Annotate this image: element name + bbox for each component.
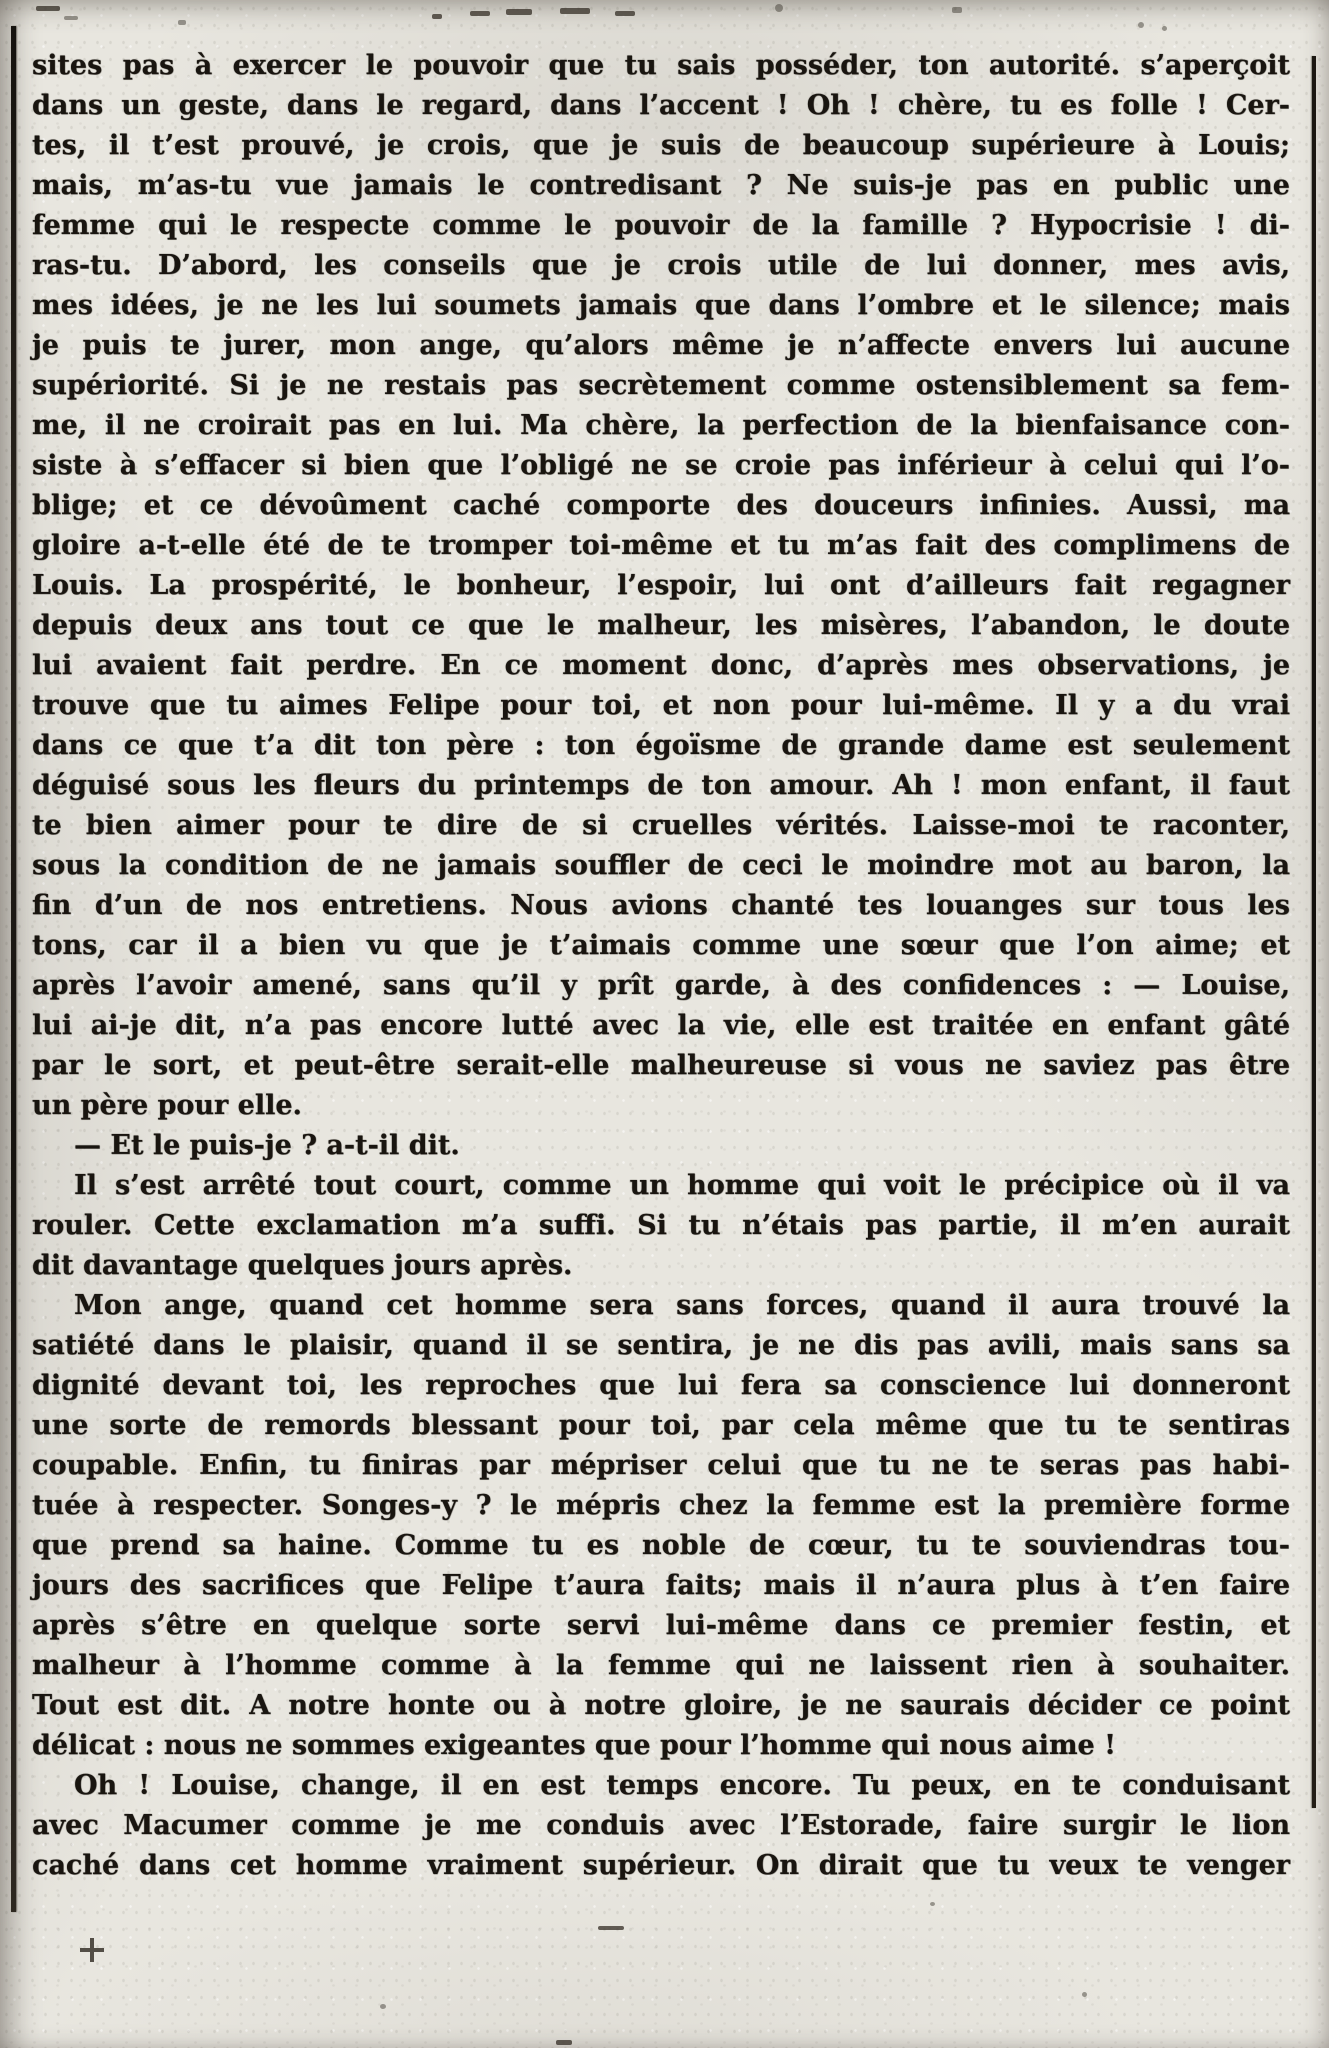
text-line: lui ai-je dit, n’a pas encore lutté avec la vie, elle est traitée en enfant gâté xyxy=(32,1010,1290,1041)
ink-speck xyxy=(178,20,186,25)
text-line: malheur à l’homme comme à la femme qui ne laissent rien à souhaiter. xyxy=(32,1650,1290,1681)
text-line: jours des sacrifices que Felipe t’aura faits; mais il n’aura plus à t’en faire xyxy=(32,1570,1290,1601)
ink-speck xyxy=(775,4,783,12)
ink-speck xyxy=(380,2004,386,2009)
text-line: tons, car il a bien vu que je t’aimais comme une sœur que l’on aime; et xyxy=(32,930,1290,961)
text-line: — Et le puis-je ? a-t-il dit. xyxy=(74,1130,460,1161)
column-rule-left xyxy=(11,26,16,1912)
ink-speck xyxy=(470,11,490,16)
ink-speck xyxy=(556,2040,572,2045)
text-line: depuis deux ans tout ce que le malheur, les misères, l’abandon, le doute xyxy=(32,610,1290,641)
text-line: après l’avoir amené, sans qu’il y prît garde, à des confidences : — Louise, xyxy=(32,970,1290,1001)
text-line: te bien aimer pour te dire de si cruelles vérités. Laisse-moi te raconter, xyxy=(32,810,1290,841)
ink-speck xyxy=(506,9,532,15)
ink-speck xyxy=(598,1926,624,1930)
ink-speck xyxy=(432,14,442,19)
text-line: lui avaient fait perdre. En ce moment donc, d’après mes observations, je xyxy=(32,650,1290,681)
text-line: Louis. La prospérité, le bonheur, l’espoir, lui ont d’ailleurs fait regagner xyxy=(32,570,1290,601)
text-line: dans un geste, dans le regard, dans l’accent ! Oh ! chère, tu es folle ! Cer- xyxy=(32,90,1290,121)
ink-speck xyxy=(1162,26,1167,31)
text-line: une sorte de remords blessant pour toi, par cela même que tu te sentiras xyxy=(32,1410,1290,1441)
text-line: gloire a-t-elle été de te tromper toi-même et tu m’as fait des complimens de xyxy=(32,530,1290,561)
plus-mark xyxy=(80,1938,104,1962)
text-line: que prend sa haine. Comme tu es noble de cœur, tu te souviendras tou- xyxy=(32,1530,1290,1561)
text-line: trouve que tu aimes Felipe pour toi, et non pour lui-même. Il y a du vrai xyxy=(32,690,1290,721)
ink-speck xyxy=(930,1902,935,1906)
text-line: je puis te jurer, mon ange, qu’alors même je n’affecte envers lui aucune xyxy=(32,330,1290,361)
text-line: Tout est dit. A notre honte ou à notre gloire, je ne saurais décider ce point xyxy=(32,1690,1290,1721)
text-line: supériorité. Si je ne restais pas secrètement comme ostensiblement sa fem- xyxy=(32,370,1290,401)
text-line: blige; et ce dévoûment caché comporte des douceurs infinies. Aussi, ma xyxy=(32,490,1290,521)
text-line: délicat : nous ne sommes exigeantes que pour l’homme qui nous aime ! xyxy=(32,1730,1116,1761)
ink-speck xyxy=(1138,22,1144,28)
column-rule-right xyxy=(1312,56,1316,1808)
text-line: rouler. Cette exclamation m’a suffi. Si tu n’étais pas partie, il m’en aurait xyxy=(32,1210,1290,1241)
text-line: tuée à respecter. Songes-y ? le mépris chez la femme est la première forme xyxy=(32,1490,1290,1521)
text-line: ras-tu. D’abord, les conseils que je crois utile de lui donner, mes avis, xyxy=(32,250,1290,281)
ink-speck xyxy=(560,8,590,14)
text-line: satiété dans le plaisir, quand il se sentira, je ne dis pas avili, mais sans sa xyxy=(32,1330,1290,1361)
text-line: fin d’un de nos entretiens. Nous avions chanté tes louanges sur tous les xyxy=(32,890,1290,921)
text-line: me, il ne croirait pas en lui. Ma chère, la perfection de la bienfaisance con- xyxy=(32,410,1290,441)
text-line: par le sort, et peut-être serait-elle malheureuse si vous ne saviez pas être xyxy=(32,1050,1290,1081)
text-line: coupable. Enfin, tu finiras par mépriser celui que tu ne te seras pas habi- xyxy=(32,1450,1290,1481)
text-line: un père pour elle. xyxy=(32,1090,302,1121)
text-line: mes idées, je ne les lui soumets jamais que dans l’ombre et le silence; mais xyxy=(32,290,1290,321)
text-line: dignité devant toi, les reproches que lui fera sa conscience lui donneront xyxy=(32,1370,1290,1401)
text-line: avec Macumer comme je me conduis avec l’Estorade, faire surgir le lion xyxy=(32,1810,1290,1841)
text-line: mais, m’as-tu vue jamais le contredisant ? Ne suis-je pas en public une xyxy=(32,170,1290,201)
ink-speck xyxy=(64,16,78,20)
ink-speck xyxy=(1082,1992,1087,1997)
text-line: siste à s’effacer si bien que l’obligé ne se croie pas inférieur à celui qui l’o- xyxy=(32,450,1290,481)
text-line: femme qui le respecte comme le pouvoir de la famille ? Hypocrisie ! di- xyxy=(32,210,1290,241)
text-line: après s’être en quelque sorte servi lui-même dans ce premier festin, et xyxy=(32,1610,1290,1641)
text-line: caché dans cet homme vraiment supérieur. On dirait que tu veux te venger xyxy=(32,1850,1290,1881)
article-text xyxy=(32,46,1290,1886)
text-line: dit davantage quelques jours après. xyxy=(32,1250,573,1281)
text-line: déguisé sous les fleurs du printemps de ton amour. Ah ! mon enfant, il faut xyxy=(32,770,1290,801)
text-line: sites pas à exercer le pouvoir que tu sais posséder, ton autorité. s’aperçoit xyxy=(32,50,1290,81)
text-line: tes, il t’est prouvé, je crois, que je suis de beaucoup supérieure à Louis; xyxy=(32,130,1290,161)
text-line: sous la condition de ne jamais souffler de ceci le moindre mot au baron, la xyxy=(32,850,1290,881)
text-line: Il s’est arrêté tout court, comme un homme qui voit le précipice où il va xyxy=(74,1170,1290,1201)
text-line: Oh ! Louise, change, il en est temps encore. Tu peux, en te conduisant xyxy=(74,1770,1290,1801)
ink-speck xyxy=(615,11,635,16)
text-line: Mon ange, quand cet homme sera sans forces, quand il aura trouvé la xyxy=(74,1290,1290,1321)
ink-speck xyxy=(952,7,962,13)
text-line: dans ce que t’a dit ton père : ton égoïsme de grande dame est seulement xyxy=(32,730,1290,761)
ink-speck xyxy=(36,6,60,11)
